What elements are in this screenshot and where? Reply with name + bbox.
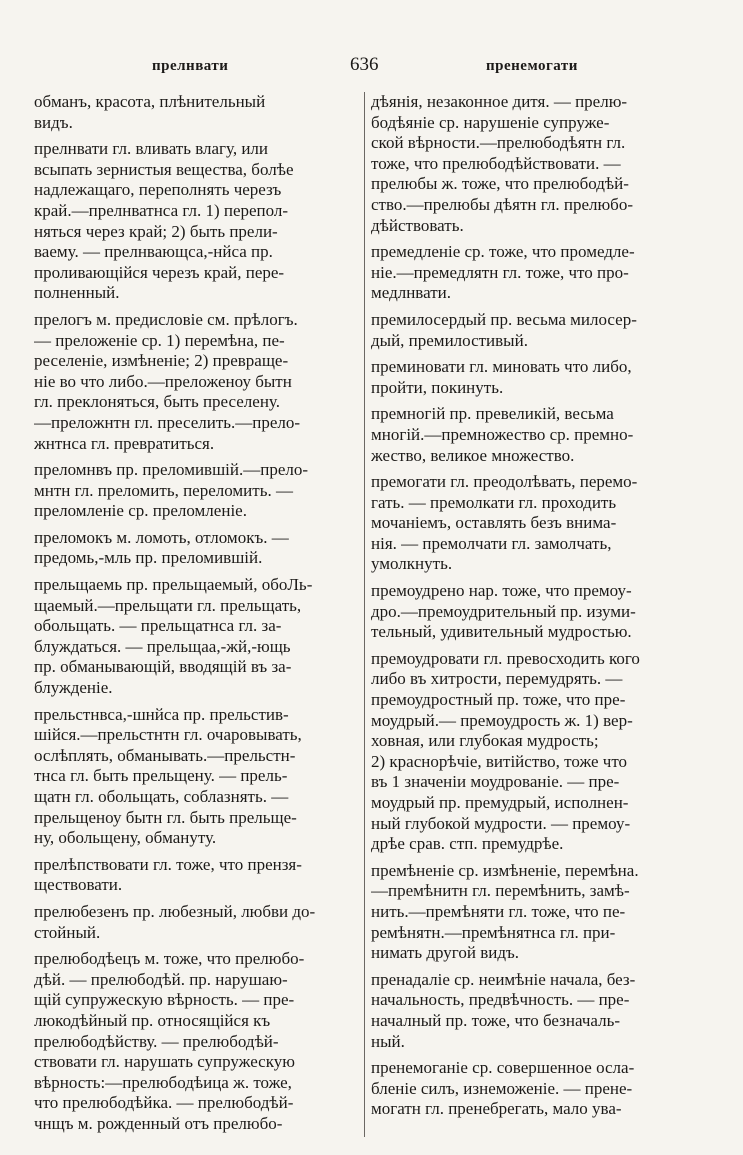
entry-line: гать. — премолкати гл. проходить bbox=[371, 492, 617, 512]
entry-line: 2) краснорѣчіе, витійство, тоже что bbox=[371, 751, 628, 771]
entry-line: дрѣе срав. стп. премудрѣе. bbox=[371, 834, 564, 854]
dictionary-entry bbox=[371, 1058, 701, 1120]
entry-line: видъ. bbox=[34, 112, 73, 132]
entry-line: чнщъ м. рожденный отъ прелюбо- bbox=[34, 1113, 283, 1133]
entry-line: преминовати гл. миновать что либо, bbox=[371, 357, 632, 377]
entry-line: прелюбодѣйству. — прелюбодѣй- bbox=[34, 1031, 279, 1051]
entry-line: ствовати гл. нарушать супружескую bbox=[34, 1052, 295, 1072]
dictionary-entry bbox=[371, 310, 701, 351]
entry-line: многій.—премножество ср. премно- bbox=[371, 424, 634, 444]
entry-line: дѣянія, незаконное дитя. — прелю- bbox=[371, 92, 628, 111]
entry-line: дѣйствовать. bbox=[371, 215, 464, 235]
entry-line: начальность, предвѣчность. — пре- bbox=[371, 990, 630, 1010]
entry-line: ный. bbox=[371, 1031, 405, 1051]
entry-line: дро.—премоудрительный пр. изуми- bbox=[371, 601, 636, 621]
entry-line: жнтнса гл. превратиться. bbox=[34, 433, 215, 453]
entry-line: могатн гл. пренебрегать, мало ува- bbox=[371, 1099, 622, 1119]
entry-line: прельщаемь пр. прельщаемый, обоЛь- bbox=[34, 575, 313, 595]
entry-line: моудрый.— премоудрость ж. 1) вер- bbox=[371, 710, 633, 730]
entry-line: ремѣнятн.—премѣнятнса гл. при- bbox=[371, 922, 616, 942]
entry-line: либо въ хитрости, перемудрять. — bbox=[371, 669, 623, 689]
entry-line: всыпать зернистыя вещества, болѣе bbox=[34, 159, 294, 179]
entry-line: мнтн гл. преломить, переломить. — bbox=[34, 480, 293, 500]
dictionary-entry bbox=[34, 310, 362, 454]
entry-line: прельщеноу бытн гл. быть прельще- bbox=[34, 807, 297, 827]
entry-line: умолкнуть. bbox=[371, 554, 453, 574]
entry-line: мочаніемъ, оставлять безъ внима- bbox=[371, 513, 617, 533]
entry-line: пренемоганіе ср. совершенное осла- bbox=[371, 1058, 635, 1078]
entry-line: премоудростный пр. тоже, что пре- bbox=[371, 690, 626, 710]
entry-line: тнса гл. быть прельщену. — прель- bbox=[34, 766, 288, 786]
entry-line: дѣй. — прелюбодѣй. пр. нарушаю- bbox=[34, 969, 288, 989]
entry-line: пройти, покинуть. bbox=[371, 377, 504, 397]
entry-line: щаемый.—прельщати гл. прельщать, bbox=[34, 595, 302, 615]
entry-line: премедленіе ср. тоже, что промедле- bbox=[371, 242, 635, 262]
entry-line: ну, обольщену, обмануту. bbox=[34, 828, 217, 848]
dictionary-entry bbox=[34, 855, 362, 896]
entry-line: гл. преклоняться, быть преселену. bbox=[34, 392, 280, 412]
entry-line: обманъ, красота, плѣнительный bbox=[34, 92, 266, 111]
page-number: 636 bbox=[350, 54, 379, 75]
entry-line: премоудровати гл. превосходить кого bbox=[371, 648, 640, 668]
entry-line: нія. — премолчати гл. замолчать, bbox=[371, 533, 612, 553]
entry-line: въ 1 значеніи моудрованіе. — пре- bbox=[371, 772, 620, 792]
dictionary-entry bbox=[34, 705, 362, 849]
entry-line: премилосердый пр. весьма милосер- bbox=[371, 309, 637, 329]
page-header bbox=[0, 52, 743, 80]
entry-line: прелюбезенъ пр. любезный, любви до- bbox=[34, 901, 316, 921]
entry-line: предомь,-мль пр. преломившій. bbox=[34, 548, 263, 568]
entry-line: ный глубокой мудрости. — премоу- bbox=[371, 813, 631, 833]
entry-line: тельный, удивительный мудростью. bbox=[371, 622, 632, 642]
entry-line: преломленіе ср. преломленіе. bbox=[34, 501, 247, 521]
entry-line: пр. обманывающій, вводящій въ за- bbox=[34, 657, 292, 677]
entry-line: пренадаліе ср. неимѣніе начала, без- bbox=[371, 969, 636, 989]
entry-line: прелюбодѣецъ м. тоже, что прелюбо- bbox=[34, 949, 305, 969]
entry-line: ваему. — прелнвающса,-нйса пр. bbox=[34, 242, 273, 262]
right-column bbox=[371, 92, 701, 1126]
entry-line: прелнвати гл. вливать влагу, или bbox=[34, 139, 269, 159]
dictionary-entry bbox=[371, 649, 701, 855]
entry-line: стойный. bbox=[34, 922, 101, 942]
dictionary-entry bbox=[34, 92, 362, 133]
running-head-left: прелнвати bbox=[152, 58, 229, 74]
entry-line: премогати гл. преодолѣвать, перемо- bbox=[371, 472, 638, 492]
entry-line: —премѣнитн гл. перемѣнить, замѣ- bbox=[371, 881, 630, 901]
left-column bbox=[34, 92, 362, 1141]
dictionary-entry bbox=[371, 357, 701, 398]
entry-line: тоже, что прелюбодѣйствовати. — bbox=[371, 153, 621, 173]
entry-line: надлежащаго, переполнять черезъ bbox=[34, 180, 282, 200]
entry-line: проливающійся черезъ край, пере- bbox=[34, 262, 285, 282]
entry-line: премногій пр. превеликій, весьма bbox=[371, 404, 614, 424]
entry-line: нить.—премѣняти гл. тоже, что пе- bbox=[371, 901, 626, 921]
entry-line: ослѣплять, обманывать.—прельстн- bbox=[34, 745, 296, 765]
entry-line: ховная, или глубокая мудрость; bbox=[371, 731, 599, 751]
entry-line: полненный. bbox=[34, 283, 120, 303]
entry-line: няться через край; 2) быть прели- bbox=[34, 221, 278, 241]
entry-line: жество, великое множество. bbox=[371, 445, 575, 465]
entry-line: ніе во что либо.—преложеноу бытн bbox=[34, 371, 292, 391]
dictionary-entry bbox=[371, 472, 701, 575]
entry-line: преломнвъ пр. преломившій.—прело- bbox=[34, 460, 309, 480]
entry-line: ство.—прелюбы дѣятн гл. прелюбо- bbox=[371, 194, 633, 214]
dictionary-entry bbox=[371, 92, 701, 236]
entry-line: щатн гл. обольщать, соблазнять. — bbox=[34, 787, 289, 806]
entry-line: люкодѣйный пр. относящійся къ bbox=[34, 1010, 271, 1030]
entry-line: премоудрено нар. тоже, что премоу- bbox=[371, 581, 632, 601]
dictionary-entry bbox=[34, 460, 362, 522]
entry-line: блуждаться. — прельщаа,-жй,-ющь bbox=[34, 636, 291, 656]
entry-line: обольщать. — прельщатнса гл. за- bbox=[34, 616, 282, 636]
entry-line: —преложнтн гл. преселить.—прело- bbox=[34, 412, 301, 432]
entry-line: реселеніе, измѣненіе; 2) превраще- bbox=[34, 351, 289, 371]
entry-line: началный пр. тоже, что безначаль- bbox=[371, 1010, 621, 1030]
dictionary-entry bbox=[34, 902, 362, 943]
entry-line: ществовати. bbox=[34, 875, 123, 895]
entry-line: — преложеніе ср. 1) перемѣна, пе- bbox=[34, 330, 285, 350]
entry-line: блужденіе. bbox=[34, 678, 113, 698]
entry-line: шійся.—прельстнтн гл. очаровывать, bbox=[34, 725, 302, 745]
dictionary-entry bbox=[34, 528, 362, 569]
entry-line: бленіе силъ, изнеможеніе. — прене- bbox=[371, 1078, 633, 1098]
entry-line: край.—прелнватнса гл. 1) перепол- bbox=[34, 200, 289, 220]
running-head-right: пренемогати bbox=[486, 58, 578, 74]
entry-line: медлнвати. bbox=[371, 283, 451, 303]
dictionary-entry bbox=[371, 404, 701, 466]
entry-line: нимать другой видъ. bbox=[371, 943, 520, 963]
entry-line: что прелюбодѣйка. — прелюбодѣй- bbox=[34, 1093, 294, 1113]
entry-line: прелѣпствовати гл. тоже, что прензя- bbox=[34, 854, 302, 874]
column-divider bbox=[364, 92, 365, 1137]
dictionary-entry bbox=[34, 949, 362, 1134]
dictionary-entry bbox=[371, 861, 701, 964]
dictionary-entry bbox=[371, 970, 701, 1052]
entry-line: прелогъ м. предисловіе см. прѣлогъ. bbox=[34, 309, 298, 329]
entry-line: моудрый пр. премудрый, исполнен- bbox=[371, 793, 629, 812]
entry-line: прелюбы ж. тоже, что прелюбодѣй- bbox=[371, 174, 629, 194]
entry-line: преломокъ м. ломоть, отломокъ. — bbox=[34, 527, 289, 547]
dictionary-entry bbox=[34, 575, 362, 699]
entry-line: ніе.—премедлятн гл. тоже, что про- bbox=[371, 262, 629, 282]
entry-line: вѣрность:—прелюбодѣица ж. тоже, bbox=[34, 1072, 292, 1092]
entry-line: прельстнвса,-шнйса пр. прельстив- bbox=[34, 704, 289, 724]
entry-line: щій супружескую вѣрность. — пре- bbox=[34, 990, 295, 1010]
dictionary-entry bbox=[34, 139, 362, 304]
dictionary-entry bbox=[371, 242, 701, 304]
dictionary-entry bbox=[371, 581, 701, 643]
entry-line: бодѣяніе ср. нарушеніе супруже- bbox=[371, 112, 610, 132]
entry-line: дый, премилостивый. bbox=[371, 330, 528, 350]
entry-line: ской вѣрности.—прелюбодѣятн гл. bbox=[371, 133, 626, 153]
entry-line: премѣненіе ср. измѣненіе, перемѣна. bbox=[371, 860, 639, 880]
